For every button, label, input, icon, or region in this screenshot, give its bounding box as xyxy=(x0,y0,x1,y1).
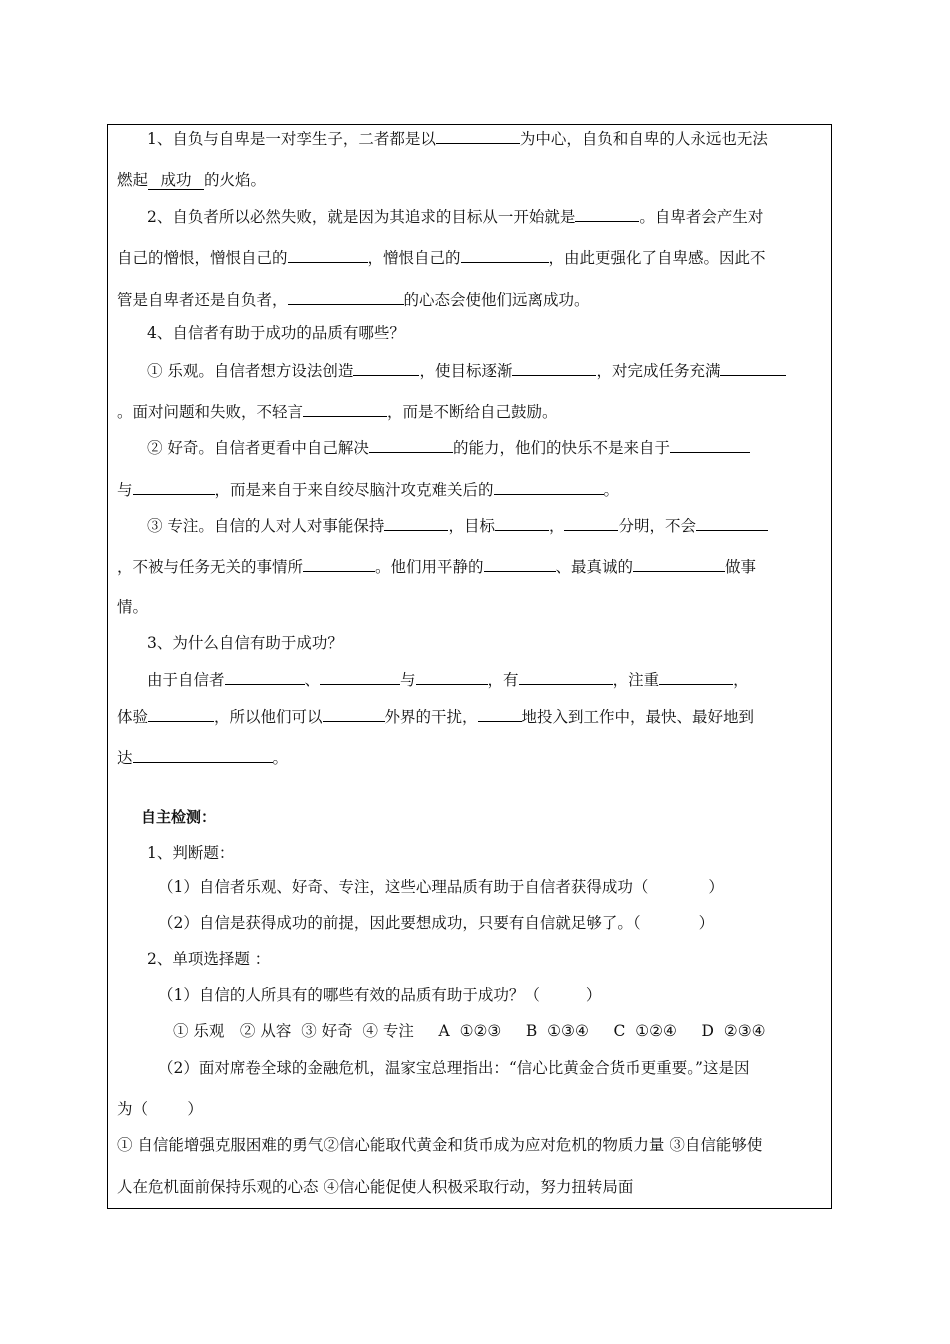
q4-p2-line1 xyxy=(147,437,853,458)
q4-p3-text-h: 做事 xyxy=(725,558,757,576)
q3-line2 xyxy=(117,706,823,727)
q4-p3-text-a: ③ 专注。自信的人对人对事能保持 xyxy=(147,517,385,535)
q4-p1-text-b: ，使目标逐渐 xyxy=(419,362,513,380)
q4-p3-line3: 情。 xyxy=(117,598,149,616)
q2-text-g: 的心态会使他们远离成功。 xyxy=(403,291,590,309)
q3-blank-2 xyxy=(320,669,400,685)
q4-p3-blank-3 xyxy=(564,515,618,531)
choice-item-2-line4: 人在危机面前保持乐观的心态 ④信心能促使人积极采取行动，努力扭转局面 xyxy=(117,1178,634,1196)
judge-item-2-close: ） xyxy=(698,914,715,932)
q2-text-d: ，憎恨自己的 xyxy=(367,249,461,267)
q4-p1-text-e: ，而是不断给自己鼓励。 xyxy=(387,403,558,421)
q4-p1-line1 xyxy=(147,360,853,381)
q4-p1-blank-2 xyxy=(512,360,596,376)
q3-blank-5 xyxy=(659,669,733,685)
content-frame xyxy=(107,124,832,1209)
q2-text-a: 2、自负者所以必然失败，就是因为其追求的目标从一开始就是 xyxy=(147,208,576,226)
q4-p1-text-a: ① 乐观。自信者想方设法创造 xyxy=(147,362,354,380)
q4-p3-blank-5 xyxy=(303,556,375,572)
q2-text-f: 管是自卑者还是自负者， xyxy=(117,291,288,309)
q2-blank-2 xyxy=(288,247,368,263)
q4-title: 4、自信者有助于成功的品质有哪些？ xyxy=(147,324,405,342)
q4-p3-text-f: 。他们用平静的 xyxy=(375,558,484,576)
q3-text-l: 。 xyxy=(272,749,289,767)
q4-p2-blank-4 xyxy=(494,479,604,495)
q3-line3 xyxy=(117,747,823,768)
q3-text-g: 体验 xyxy=(117,708,149,726)
q4-p3-text-d: 分明，不会 xyxy=(618,517,696,535)
q4-p3-blank-6 xyxy=(484,556,556,572)
judge-item-1-text: （1）自信者乐观、好奇、专注，这些心理品质有助于自信者获得成功（ xyxy=(158,878,649,896)
q3-blank-9 xyxy=(133,747,273,763)
q3-title: 3、为什么自信有助于成功？ xyxy=(147,634,343,652)
q3-text-c: 与 xyxy=(400,671,416,689)
q1-blank-1 xyxy=(436,128,520,144)
q4-p3-blank-7 xyxy=(633,556,725,572)
q2-blank-4 xyxy=(288,289,404,305)
q3-text-j: 地投入到工作中，最快、最好地到 xyxy=(521,708,755,726)
q4-p2-text-a: ② 好奇。自信者更看中自己解决 xyxy=(147,439,369,457)
q4-p3-blank-1 xyxy=(384,515,448,531)
q3-text-h: ，所以他们可以 xyxy=(214,708,323,726)
choice-item-2-line3: ① 自信能增强克服困难的勇气②信心能取代黄金和货币成为应对危机的物质力量 ③自信能够使 xyxy=(117,1136,763,1154)
q3-blank-6 xyxy=(148,706,214,722)
q4-p1-text-c: ，对完成任务充满 xyxy=(596,362,721,380)
judge-item-2-text: （2）自信是获得成功的前提，因此要想成功，只要有自信就足够了。（ xyxy=(158,914,641,932)
q2-blank-1 xyxy=(575,206,639,222)
q4-p2-text-d: ，而是来自于来自绞尽脑汁攻克难关后的 xyxy=(214,481,494,499)
q4-p3-text-c: ， xyxy=(548,517,565,535)
q4-p1-blank-3 xyxy=(720,360,786,376)
choice-item-1-options: ① 乐观 ② 从容 ③ 好奇 ④ 专注 A ①②③ B ①③④ C ①②④ D ②③④ xyxy=(173,1022,766,1040)
q2-line1 xyxy=(147,206,853,227)
q2-line2 xyxy=(117,247,823,268)
q1-text-c: 燃起 xyxy=(117,171,149,189)
q3-text-i: 外界的干扰， xyxy=(384,708,478,726)
q4-p2-text-b: 的能力，他们的快乐不是来自于 xyxy=(452,439,670,457)
choice-item-1-close: ） xyxy=(585,986,602,1004)
q3-text-b: 、 xyxy=(304,671,321,689)
q4-p3-text-e: ，不被与任务无关的事情所 xyxy=(117,558,304,576)
q4-p1-blank-1 xyxy=(353,360,419,376)
q2-line3 xyxy=(117,289,823,310)
q4-p2-blank-3 xyxy=(133,479,215,495)
q4-p2-text-c: 与 xyxy=(117,481,133,499)
q1-text-d: 的火焰。 xyxy=(204,171,267,189)
q3-text-k: 达 xyxy=(117,749,133,767)
q3-blank-3 xyxy=(416,669,488,685)
q4-p3-blank-4 xyxy=(696,515,768,531)
judge-item-1-close: ） xyxy=(708,878,724,896)
q1-line2 xyxy=(117,170,823,190)
q3-text-f: ， xyxy=(733,671,749,689)
choice-item-1 xyxy=(158,985,864,1005)
q4-p3-text-b: ，目标 xyxy=(448,517,495,535)
q4-p3-line1 xyxy=(147,515,853,536)
q4-p2-blank-2 xyxy=(670,437,750,453)
choice-item-2-line2: 为（ ） xyxy=(117,1100,203,1118)
q4-p1-blank-4 xyxy=(303,401,387,417)
q4-p3-blank-2 xyxy=(495,515,549,531)
q1-text-b: 为中心，自负和自卑的人永远也无法 xyxy=(519,130,768,148)
q3-text-e: ，注重 xyxy=(612,671,660,689)
q4-p3-line2 xyxy=(117,556,823,577)
q2-blank-3 xyxy=(461,247,549,263)
q1-line1 xyxy=(147,128,853,149)
choice-item-2-line1: （2）面对席卷全球的金融危机，温家宝总理指出：“信心比黄金合货币更重要。”这是因 xyxy=(158,1059,750,1077)
judge-title: 1、判断题： xyxy=(147,844,235,862)
judge-item-2 xyxy=(158,913,864,933)
q3-blank-8 xyxy=(478,706,522,722)
q4-p3-text-g: 、最真诚的 xyxy=(555,558,634,576)
q2-text-b: 。自卑者会产生对 xyxy=(639,208,764,226)
q3-text-a: 由于自信者 xyxy=(147,671,225,689)
q4-p1-text-d: 。面对问题和失败，不轻言 xyxy=(117,403,304,421)
q3-line1 xyxy=(147,669,853,690)
q1-text-a: 1、自负与自卑是一对孪生子，二者都是以 xyxy=(147,130,436,148)
q4-p1-line2 xyxy=(117,401,823,422)
q2-text-e: ，由此更强化了自卑感。因此不 xyxy=(548,249,766,267)
self-test-heading: 自主检测： xyxy=(141,808,217,826)
q4-p2-blank-1 xyxy=(369,437,453,453)
q3-text-d: ，有 xyxy=(487,671,519,689)
q3-blank-4 xyxy=(519,669,613,685)
q4-p2-text-e: 。 xyxy=(603,481,620,499)
choice-title: 2、单项选择题 ： xyxy=(147,950,271,968)
q2-text-c: 自己的憎恨，憎恨自己的 xyxy=(117,249,288,267)
choice-item-1-text: （1）自信的人所具有的哪些有效的品质有助于成功？（ xyxy=(158,986,540,1004)
q3-blank-7 xyxy=(323,706,385,722)
q4-p2-line2 xyxy=(117,479,823,500)
q3-blank-1 xyxy=(225,669,305,685)
q1-filled-answer: 成功 xyxy=(148,171,204,190)
judge-item-1 xyxy=(158,877,864,897)
